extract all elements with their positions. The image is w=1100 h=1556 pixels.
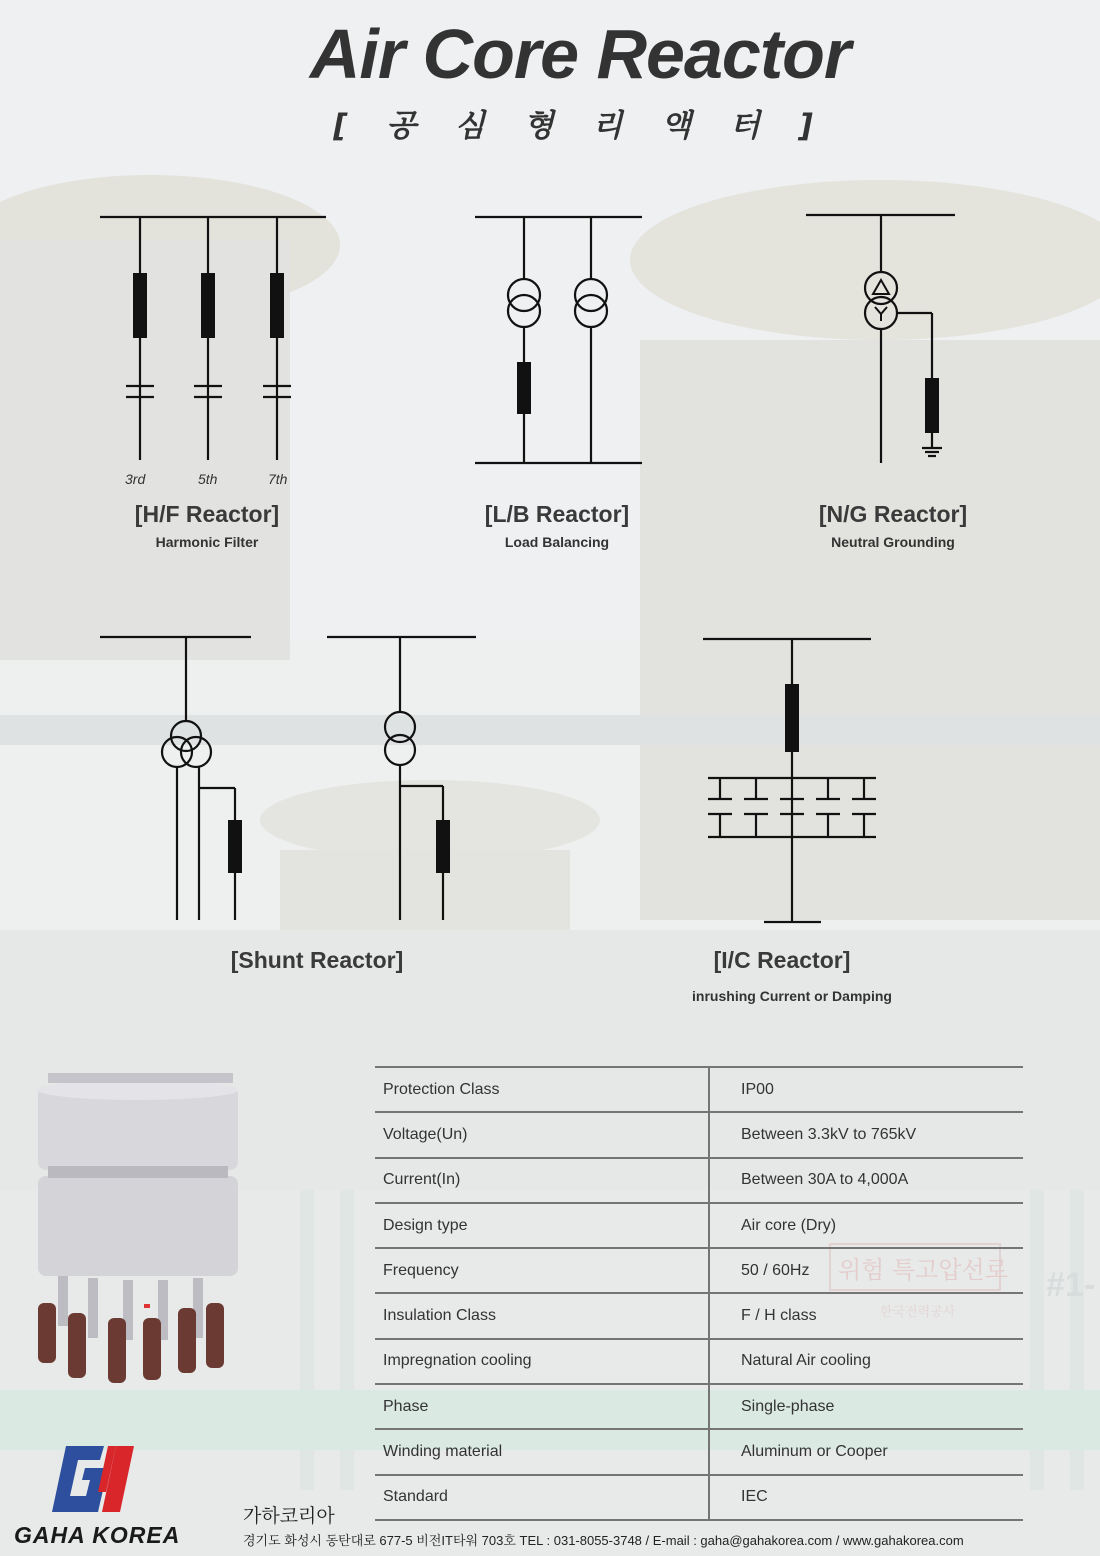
ng-reactor-desc: Neutral Grounding (831, 534, 955, 550)
spec-key: Voltage(Un) (375, 1112, 709, 1157)
ic-reactor-desc: inrushing Current or Damping (692, 988, 892, 1004)
ic-reactor-title: [I/C Reactor] (713, 947, 851, 973)
hf-reactor-title: [H/F Reactor] (134, 501, 280, 527)
spec-value: IEC (709, 1475, 1023, 1520)
shunt-reactor-diagram (100, 637, 476, 920)
reactor-product-image (28, 1068, 248, 1388)
bg-tag: #1- (1046, 1266, 1096, 1304)
spec-value: Aluminum or Cooper (709, 1429, 1023, 1474)
table-row (375, 1475, 1023, 1520)
ng-reactor-title: [N/G Reactor] (818, 501, 968, 527)
spec-key: Insulation Class (375, 1293, 709, 1338)
spec-value: 50 / 60Hz (709, 1248, 1023, 1293)
page-title: Air Core Reactor (309, 15, 851, 93)
table-row (375, 1203, 1023, 1248)
contact-info: 경기도 화성시 동탄대로 677-5 비전IT타워 703호 TEL : 031-8055-3748 / E-mail : gaha@gahakorea.com / www.gahakorea.com (243, 1533, 964, 1548)
company-name: 가하코리아 (243, 1506, 335, 1527)
lb-reactor-title: [L/B Reactor] (484, 501, 630, 527)
spec-table (375, 1066, 1023, 1521)
spec-value: F / H class (709, 1293, 1023, 1338)
harmonic-label-7th: 7th (268, 471, 288, 487)
gaha-logo-icon (52, 1444, 147, 1514)
spec-key: Phase (375, 1384, 709, 1429)
table-row (375, 1384, 1023, 1429)
spec-value: Air core (Dry) (709, 1203, 1023, 1248)
logo-wordmark: GAHA KOREA (14, 1522, 181, 1548)
spec-key: Protection Class (375, 1067, 709, 1112)
table-row (375, 1248, 1023, 1293)
spec-key: Design type (375, 1203, 709, 1248)
spec-value: IP00 (709, 1067, 1023, 1112)
spec-key: Current(In) (375, 1158, 709, 1203)
bg-warning-sign: 위험 특고압선로 (838, 1256, 1008, 1284)
lb-reactor-diagram (475, 217, 642, 463)
table-row (375, 1293, 1023, 1338)
table-row (375, 1158, 1023, 1203)
harmonic-label-3rd: 3rd (125, 471, 146, 487)
page-subtitle: [ 공 심 형 리 액 터 ] (333, 108, 827, 144)
table-row (375, 1067, 1023, 1112)
harmonic-label-5th: 5th (198, 471, 218, 487)
table-row (375, 1112, 1023, 1157)
bg-org-sign: 한국전력공사 (880, 1305, 956, 1320)
hf-reactor-diagram (100, 217, 326, 460)
spec-key: Frequency (375, 1248, 709, 1293)
spec-value: Between 3.3kV to 765kV (709, 1112, 1023, 1157)
table-row (375, 1339, 1023, 1384)
spec-key: Impregnation cooling (375, 1339, 709, 1384)
lb-reactor-desc: Load Balancing (504, 534, 610, 550)
hf-reactor-desc: Harmonic Filter (155, 534, 259, 550)
spec-key: Standard (375, 1475, 709, 1520)
shunt-reactor-title: [Shunt Reactor] (230, 947, 404, 973)
spec-value: Single-phase (709, 1384, 1023, 1429)
spec-key: Winding material (375, 1429, 709, 1474)
spec-value: Natural Air cooling (709, 1339, 1023, 1384)
table-row (375, 1429, 1023, 1474)
ic-reactor-diagram (703, 639, 876, 922)
spec-value: Between 30A to 4,000A (709, 1158, 1023, 1203)
